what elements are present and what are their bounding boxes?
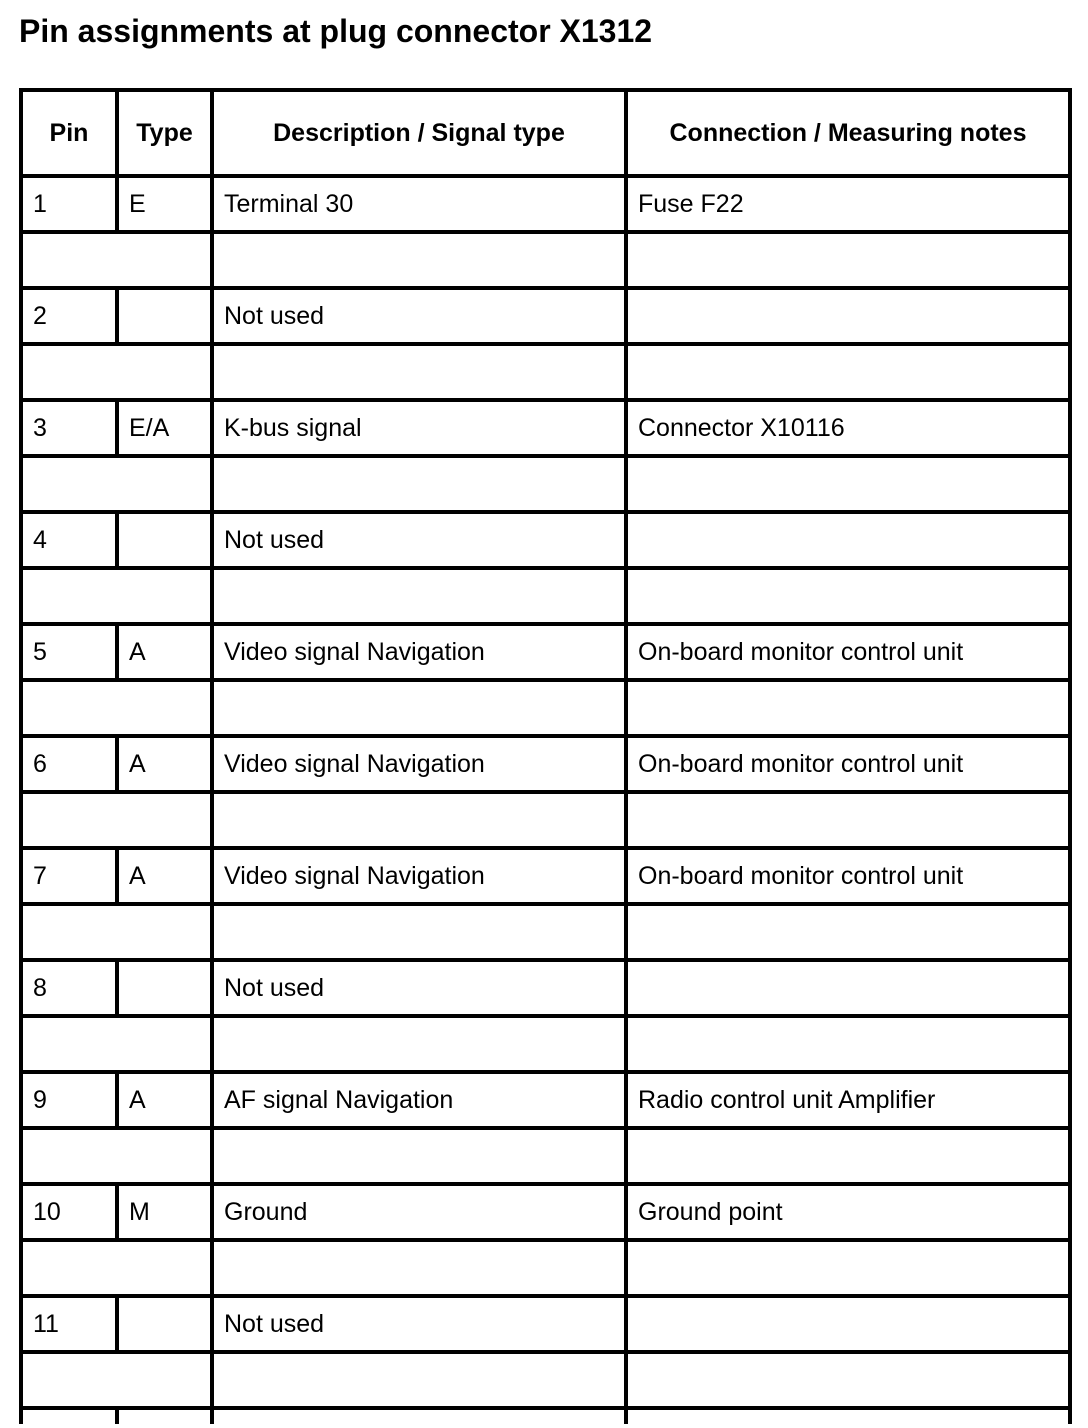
cell-connection	[626, 960, 1070, 1016]
cell-connection: Fuse F22	[626, 176, 1070, 232]
spacer-cell	[21, 568, 212, 624]
continuation-row	[21, 1408, 1070, 1424]
cell-connection: On-board monitor control unit	[626, 736, 1070, 792]
spacer-row	[21, 456, 1070, 512]
spacer-cell	[21, 344, 212, 400]
cell-connection: Ground point	[626, 1184, 1070, 1240]
page-title: Pin assignments at plug connector X1312	[19, 13, 653, 49]
table-row	[21, 288, 1070, 344]
cell-pin: 11	[21, 1296, 117, 1352]
cell-description: Not used	[212, 512, 626, 568]
cell-description: Video signal Navigation	[212, 848, 626, 904]
header-description: Description / Signal type	[212, 90, 626, 176]
cell-type: M	[117, 1184, 212, 1240]
spacer-cell	[626, 1240, 1070, 1296]
spacer-cell	[21, 1352, 212, 1408]
spacer-cell	[626, 232, 1070, 288]
cell-pin: 1	[21, 176, 117, 232]
table-row	[21, 1296, 1070, 1352]
cell-type: A	[117, 736, 212, 792]
cell-connection: Radio control unit Amplifier	[626, 1072, 1070, 1128]
spacer-cell	[212, 1128, 626, 1184]
cell-connection: On-board monitor control unit	[626, 624, 1070, 680]
spacer-cell	[626, 1352, 1070, 1408]
cell-pin: 2	[21, 288, 117, 344]
spacer-cell	[21, 1016, 212, 1072]
spacer-cell	[212, 344, 626, 400]
cell-type	[117, 288, 212, 344]
spacer-cell	[626, 680, 1070, 736]
cell-pin: 10	[21, 1184, 117, 1240]
spacer-row	[21, 344, 1070, 400]
table-row	[21, 1184, 1070, 1240]
spacer-row	[21, 680, 1070, 736]
cell-description: Not used	[212, 960, 626, 1016]
cell-description: Terminal 30	[212, 176, 626, 232]
cell-pin: 3	[21, 400, 117, 456]
cell-pin: 7	[21, 848, 117, 904]
spacer-cell	[212, 1016, 626, 1072]
spacer-cell	[626, 904, 1070, 960]
cell-type	[117, 960, 212, 1016]
cell-type	[117, 512, 212, 568]
header-type: Type	[117, 90, 212, 176]
spacer-cell	[212, 456, 626, 512]
spacer-cell	[21, 792, 212, 848]
cell-connection: Connector X10116	[626, 400, 1070, 456]
spacer-cell	[212, 232, 626, 288]
spacer-cell	[626, 1128, 1070, 1184]
cell-pin: 4	[21, 512, 117, 568]
spacer-cell	[212, 568, 626, 624]
spacer-cell	[21, 232, 212, 288]
spacer-cell	[21, 1128, 212, 1184]
spacer-cell	[626, 344, 1070, 400]
table-body	[21, 176, 1070, 1424]
cell-pin: 8	[21, 960, 117, 1016]
pin-assignment-table	[19, 88, 1072, 1424]
table-row	[21, 400, 1070, 456]
spacer-cell	[212, 1240, 626, 1296]
table-row	[21, 1072, 1070, 1128]
continuation-cell	[212, 1408, 626, 1424]
spacer-cell	[21, 680, 212, 736]
cell-description: Video signal Navigation	[212, 736, 626, 792]
cell-type: A	[117, 848, 212, 904]
table-row	[21, 512, 1070, 568]
spacer-cell	[212, 1352, 626, 1408]
cell-description: Not used	[212, 1296, 626, 1352]
spacer-row	[21, 568, 1070, 624]
cell-type: A	[117, 624, 212, 680]
table-row	[21, 624, 1070, 680]
continuation-cell	[626, 1408, 1070, 1424]
cell-connection	[626, 1296, 1070, 1352]
cell-description: K-bus signal	[212, 400, 626, 456]
spacer-cell	[626, 1016, 1070, 1072]
spacer-cell	[21, 456, 212, 512]
table-row	[21, 736, 1070, 792]
cell-description: Not used	[212, 288, 626, 344]
cell-type	[117, 1296, 212, 1352]
spacer-row	[21, 1128, 1070, 1184]
cell-type: E/A	[117, 400, 212, 456]
cell-description: AF signal Navigation	[212, 1072, 626, 1128]
cell-pin: 5	[21, 624, 117, 680]
header-pin: Pin	[21, 90, 117, 176]
spacer-cell	[626, 568, 1070, 624]
spacer-row	[21, 1240, 1070, 1296]
table-row	[21, 848, 1070, 904]
spacer-cell	[21, 1240, 212, 1296]
cell-type: A	[117, 1072, 212, 1128]
continuation-cell	[117, 1408, 212, 1424]
spacer-row	[21, 1016, 1070, 1072]
cell-description: Ground	[212, 1184, 626, 1240]
cell-connection: On-board monitor control unit	[626, 848, 1070, 904]
cell-connection	[626, 512, 1070, 568]
continuation-cell	[21, 1408, 117, 1424]
spacer-cell	[21, 904, 212, 960]
header-connection: Connection / Measuring notes	[626, 90, 1070, 176]
spacer-row	[21, 232, 1070, 288]
spacer-row	[21, 792, 1070, 848]
spacer-cell	[626, 792, 1070, 848]
cell-type: E	[117, 176, 212, 232]
cell-description: Video signal Navigation	[212, 624, 626, 680]
cell-pin: 6	[21, 736, 117, 792]
cell-connection	[626, 288, 1070, 344]
table-row	[21, 176, 1070, 232]
spacer-cell	[212, 904, 626, 960]
spacer-row	[21, 1352, 1070, 1408]
cell-pin: 9	[21, 1072, 117, 1128]
spacer-cell	[212, 792, 626, 848]
table-row	[21, 960, 1070, 1016]
spacer-cell	[212, 680, 626, 736]
table-header-row	[21, 90, 1070, 176]
spacer-row	[21, 904, 1070, 960]
spacer-cell	[626, 456, 1070, 512]
